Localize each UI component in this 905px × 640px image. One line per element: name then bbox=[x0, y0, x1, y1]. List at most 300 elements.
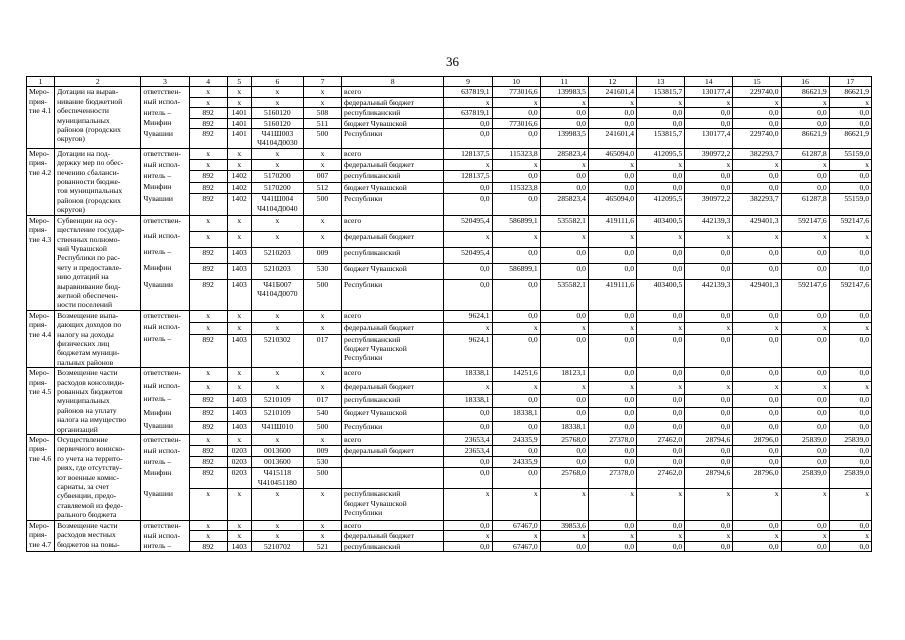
year-value: 0,0 bbox=[588, 108, 636, 118]
year-value: 9624,1 bbox=[444, 310, 492, 322]
section-code: x bbox=[227, 322, 251, 334]
column-number: 17 bbox=[829, 77, 871, 87]
grbs-code: 892 bbox=[189, 408, 227, 421]
cell-line: x bbox=[275, 310, 280, 320]
table-row bbox=[27, 520, 872, 530]
cell-line: федеральный бюджет bbox=[344, 231, 414, 241]
funding-source bbox=[342, 381, 444, 394]
table-row bbox=[27, 280, 872, 311]
cell-line: Меро- bbox=[29, 148, 50, 158]
year-value: 390972,2 bbox=[685, 148, 733, 159]
cell-line: Чувашии bbox=[143, 421, 173, 431]
funding-source bbox=[342, 171, 444, 182]
year-value: 86621,9 bbox=[781, 129, 829, 149]
table-row bbox=[27, 531, 872, 541]
year-value: 586899,1 bbox=[492, 215, 540, 231]
funding-source bbox=[342, 520, 444, 530]
table-row bbox=[27, 310, 872, 322]
year-value: 0,0 bbox=[588, 118, 636, 128]
year-value: 773016,6 bbox=[492, 87, 540, 97]
year-value: 0,0 bbox=[733, 446, 781, 457]
year-value: 592147,6 bbox=[829, 215, 871, 231]
responsible-executor bbox=[141, 334, 189, 368]
expense-type-code: 512 bbox=[303, 182, 341, 193]
grbs-code: 892 bbox=[189, 334, 227, 368]
table-row bbox=[27, 171, 872, 182]
expense-type-code: 500 bbox=[303, 280, 341, 311]
target-article-code bbox=[251, 520, 303, 530]
year-value: 419111,6 bbox=[588, 280, 636, 311]
section-code: 1402 bbox=[227, 171, 251, 182]
target-article-code bbox=[251, 215, 303, 231]
section-code: x bbox=[227, 368, 251, 381]
cell-line: ответствен- bbox=[143, 520, 181, 530]
cell-line: нитель – bbox=[143, 456, 172, 466]
funding-source bbox=[342, 263, 444, 279]
year-value: 0,0 bbox=[733, 247, 781, 263]
year-value: x bbox=[685, 97, 733, 107]
cell-line: ответствен- bbox=[143, 368, 181, 378]
year-value: 0,0 bbox=[444, 129, 492, 149]
funding-source bbox=[342, 489, 444, 520]
responsible-executor bbox=[141, 87, 189, 97]
year-value: 390972,2 bbox=[685, 194, 733, 216]
table-row bbox=[27, 421, 872, 434]
cell-line: Ч4104Д0030 bbox=[257, 138, 298, 148]
year-value: 128137,5 bbox=[444, 171, 492, 182]
cell-line: районов (городских bbox=[57, 125, 121, 135]
cell-line: ответствен- bbox=[143, 215, 181, 225]
responsible-executor bbox=[141, 457, 189, 468]
cell-line: x bbox=[275, 520, 280, 530]
expense-type-code: 500 bbox=[303, 129, 341, 149]
table-row bbox=[27, 263, 872, 279]
grbs-code: 892 bbox=[189, 194, 227, 216]
cell-line: рального бюджета bbox=[57, 510, 117, 520]
expense-type-code: 521 bbox=[303, 541, 341, 551]
funding-source bbox=[342, 194, 444, 216]
column-number: 13 bbox=[637, 77, 685, 87]
year-value: 0,0 bbox=[588, 446, 636, 457]
expense-type-code: 009 bbox=[303, 247, 341, 263]
cell-line: Республики по рас- bbox=[57, 253, 120, 263]
year-value: 0,0 bbox=[540, 334, 588, 368]
year-value: x bbox=[444, 381, 492, 394]
responsible-executor bbox=[141, 435, 189, 446]
year-value: x bbox=[637, 231, 685, 247]
column-number: 14 bbox=[685, 77, 733, 87]
year-value: 0,0 bbox=[444, 194, 492, 216]
target-article-code bbox=[251, 468, 303, 489]
year-value: 0,0 bbox=[829, 541, 871, 551]
expense-type-code: x bbox=[303, 160, 341, 171]
cell-line: рованности бюдже- bbox=[57, 177, 121, 187]
column-number: 1 bbox=[27, 77, 55, 87]
cell-line: Республики bbox=[344, 353, 383, 363]
responsible-executor bbox=[141, 408, 189, 421]
year-value: 0,0 bbox=[588, 368, 636, 381]
cell-line: всего bbox=[344, 310, 362, 320]
year-value: 0,0 bbox=[829, 334, 871, 368]
year-value: 465094,0 bbox=[588, 148, 636, 159]
column-number: 2 bbox=[55, 77, 141, 87]
responsible-executor bbox=[141, 280, 189, 311]
year-value: 0,0 bbox=[492, 421, 540, 434]
year-value: x bbox=[829, 97, 871, 107]
responsible-executor bbox=[141, 381, 189, 394]
table-row bbox=[27, 215, 872, 231]
cell-line: ответствен- bbox=[143, 310, 181, 320]
year-value: 0,0 bbox=[637, 541, 685, 551]
year-value: x bbox=[637, 489, 685, 520]
year-value: 27462,0 bbox=[637, 435, 685, 446]
year-value: 0,0 bbox=[444, 520, 492, 530]
grbs-code: 892 bbox=[189, 280, 227, 311]
expense-type-code: 530 bbox=[303, 457, 341, 468]
target-article-code bbox=[251, 182, 303, 193]
year-value: x bbox=[492, 489, 540, 520]
year-value: x bbox=[829, 531, 871, 541]
target-article-code bbox=[251, 231, 303, 247]
column-number: 12 bbox=[588, 77, 636, 87]
year-value: 0,0 bbox=[588, 457, 636, 468]
year-value: x bbox=[733, 489, 781, 520]
cell-line: Меро- bbox=[29, 368, 50, 378]
year-value: 0,0 bbox=[829, 520, 871, 530]
section-code: x bbox=[227, 215, 251, 231]
funding-source bbox=[342, 148, 444, 159]
cell-line: Меро- bbox=[29, 520, 50, 530]
year-value: 0,0 bbox=[781, 263, 829, 279]
section-code: x bbox=[227, 381, 251, 394]
cell-line: расходов консолиди- bbox=[57, 377, 125, 387]
cell-line: федеральный бюджет bbox=[344, 381, 414, 391]
year-value: 429401,3 bbox=[733, 280, 781, 311]
year-value: 139983,5 bbox=[540, 87, 588, 97]
measure-name bbox=[27, 520, 55, 551]
cell-line: республиканский bbox=[344, 394, 401, 404]
cell-line: 5170200 bbox=[264, 182, 291, 192]
year-value: 0,0 bbox=[588, 247, 636, 263]
table-row bbox=[27, 129, 872, 149]
year-value: 0,0 bbox=[829, 118, 871, 128]
cell-line: прия- bbox=[29, 320, 47, 330]
funding-source bbox=[342, 334, 444, 368]
cell-line: ществление государ- bbox=[57, 225, 125, 235]
expense-type-code: 530 bbox=[303, 263, 341, 279]
target-article-code bbox=[251, 247, 303, 263]
year-value: x bbox=[588, 531, 636, 541]
funding-source bbox=[342, 368, 444, 381]
year-value: 0,0 bbox=[685, 182, 733, 193]
grbs-code: x bbox=[189, 368, 227, 381]
expense-type-code: x bbox=[303, 148, 341, 159]
year-value: 0,0 bbox=[444, 541, 492, 551]
expense-type-code: x bbox=[303, 322, 341, 334]
section-code: 1403 bbox=[227, 247, 251, 263]
responsible-executor bbox=[141, 310, 189, 322]
section-code: 1403 bbox=[227, 334, 251, 368]
year-value: 24335,9 bbox=[492, 435, 540, 446]
grbs-code: x bbox=[189, 381, 227, 394]
cell-line: Ч410451180 bbox=[257, 477, 297, 487]
cell-line: Чувашии bbox=[143, 488, 173, 498]
table-row bbox=[27, 87, 872, 97]
year-value: x bbox=[685, 381, 733, 394]
year-value: x bbox=[637, 97, 685, 107]
cell-line: нитель – bbox=[143, 247, 172, 257]
cell-line: муниципальных bbox=[57, 115, 110, 125]
target-article-code bbox=[251, 446, 303, 457]
year-value: 0,0 bbox=[781, 541, 829, 551]
year-value: 9624,1 bbox=[444, 334, 492, 368]
target-article-code bbox=[251, 435, 303, 446]
expense-type-code: x bbox=[303, 520, 341, 530]
table-row bbox=[27, 148, 872, 159]
cell-line: Меро- bbox=[29, 310, 50, 320]
cell-line: 5210109 bbox=[264, 408, 291, 418]
cell-line: тие 4.5 bbox=[29, 387, 52, 396]
year-value: x bbox=[492, 381, 540, 394]
section-code: 1403 bbox=[227, 541, 251, 551]
year-value: 592147,6 bbox=[781, 280, 829, 311]
year-value: 0,0 bbox=[733, 368, 781, 381]
responsible-executor bbox=[141, 97, 189, 107]
year-value: x bbox=[685, 160, 733, 171]
year-value: 0,0 bbox=[637, 394, 685, 407]
year-value: 67467,0 bbox=[492, 541, 540, 551]
year-value: 25839,0 bbox=[829, 435, 871, 446]
target-article-code bbox=[251, 280, 303, 311]
cell-line: федеральный бюджет bbox=[344, 160, 414, 170]
cell-line: ный испол- bbox=[143, 322, 181, 332]
cell-line: республиканский bbox=[344, 108, 401, 118]
cell-line: x bbox=[275, 97, 280, 107]
cell-line: прия- bbox=[29, 444, 47, 454]
year-value: 0,0 bbox=[637, 310, 685, 322]
year-value: x bbox=[781, 160, 829, 171]
year-value: 0,0 bbox=[781, 108, 829, 118]
section-code: x bbox=[227, 531, 251, 541]
year-value: x bbox=[829, 160, 871, 171]
cell-line: нитель – bbox=[143, 394, 172, 404]
target-article-code bbox=[251, 87, 303, 97]
table-row bbox=[27, 435, 872, 446]
year-value: x bbox=[685, 322, 733, 334]
year-value: x bbox=[492, 531, 540, 541]
target-article-code bbox=[251, 334, 303, 368]
year-value: 535582,1 bbox=[540, 215, 588, 231]
table-row bbox=[27, 408, 872, 421]
table-row bbox=[27, 182, 872, 193]
cell-line: чету и предоставле- bbox=[57, 262, 122, 272]
grbs-code: 892 bbox=[189, 118, 227, 128]
funding-source bbox=[342, 541, 444, 551]
year-value: 229740,0 bbox=[733, 87, 781, 97]
cell-line: республиканский bbox=[344, 334, 401, 344]
cell-line: нию дотаций на bbox=[57, 272, 109, 282]
grbs-code: 892 bbox=[189, 457, 227, 468]
cell-line: тие 4.7 bbox=[29, 539, 52, 549]
year-value: 465094,0 bbox=[588, 194, 636, 216]
grbs-code: x bbox=[189, 435, 227, 446]
year-value: 0,0 bbox=[781, 408, 829, 421]
year-value: x bbox=[444, 97, 492, 107]
section-code: 1403 bbox=[227, 408, 251, 421]
year-value: 0,0 bbox=[733, 421, 781, 434]
expense-type-code: 508 bbox=[303, 108, 341, 118]
year-value: 0,0 bbox=[733, 182, 781, 193]
year-value: x bbox=[492, 97, 540, 107]
year-value: x bbox=[492, 322, 540, 334]
measure-name bbox=[27, 368, 55, 435]
year-value: 592147,6 bbox=[829, 280, 871, 311]
cell-line: тов муниципальных bbox=[57, 186, 123, 196]
year-value: 23653,4 bbox=[444, 446, 492, 457]
responsible-executor bbox=[141, 247, 189, 263]
measure-name bbox=[27, 310, 55, 367]
section-code: 1403 bbox=[227, 263, 251, 279]
cell-line: 5210702 bbox=[264, 541, 291, 551]
cell-line: ный испол- bbox=[143, 530, 181, 540]
year-value: 0,0 bbox=[781, 118, 829, 128]
cell-line: 0013600 bbox=[264, 457, 291, 467]
year-value: 0,0 bbox=[637, 108, 685, 118]
year-value: 86621,9 bbox=[829, 129, 871, 149]
cell-line: 5170200 bbox=[264, 171, 291, 181]
year-value: 139983,5 bbox=[540, 129, 588, 149]
expense-type-code: x bbox=[303, 368, 341, 381]
cell-line: x bbox=[275, 215, 280, 225]
measure-description bbox=[55, 435, 141, 521]
year-value: x bbox=[685, 489, 733, 520]
responsible-executor bbox=[141, 263, 189, 279]
grbs-code: x bbox=[189, 231, 227, 247]
cell-line: Меро- bbox=[29, 215, 50, 225]
section-code: x bbox=[227, 97, 251, 107]
cell-line: Ч41Ш003 bbox=[261, 129, 294, 139]
expense-type-code: 017 bbox=[303, 394, 341, 407]
year-value: 0,0 bbox=[540, 408, 588, 421]
year-value: x bbox=[685, 531, 733, 541]
cell-line: ный испол- bbox=[143, 97, 181, 107]
funding-source bbox=[342, 97, 444, 107]
year-value: 28794,6 bbox=[685, 468, 733, 489]
funding-source bbox=[342, 118, 444, 128]
cell-line: нивание бюджетной bbox=[57, 96, 123, 106]
funding-source bbox=[342, 468, 444, 489]
cell-line: ный испол- bbox=[143, 381, 181, 391]
year-value: x bbox=[540, 381, 588, 394]
cell-line: физических лиц bbox=[57, 338, 110, 348]
year-value: 25839,0 bbox=[781, 468, 829, 489]
year-value: 0,0 bbox=[588, 310, 636, 322]
column-number: 7 bbox=[303, 77, 341, 87]
cell-line: Возмещение выпа- bbox=[57, 310, 119, 320]
section-code: x bbox=[227, 489, 251, 520]
year-value: 0,0 bbox=[733, 334, 781, 368]
expense-type-code: 500 bbox=[303, 421, 341, 434]
year-value: 0,0 bbox=[781, 394, 829, 407]
cell-line: бюджет Чувашской bbox=[344, 408, 407, 418]
year-value: 27378,0 bbox=[588, 468, 636, 489]
cell-line: районов (городских bbox=[57, 195, 121, 205]
cell-line: Меро- bbox=[29, 435, 50, 445]
grbs-code: 892 bbox=[189, 446, 227, 457]
responsible-executor bbox=[141, 541, 189, 551]
cell-line: Ч415118 bbox=[263, 468, 292, 478]
cell-line: всего bbox=[344, 435, 362, 445]
year-value: 0,0 bbox=[781, 171, 829, 182]
year-value: 0,0 bbox=[588, 408, 636, 421]
cell-line: Ч4104Д0040 bbox=[257, 203, 298, 213]
cell-line: ный испол- bbox=[143, 445, 181, 455]
year-value: 0,0 bbox=[540, 171, 588, 182]
cell-line: федеральный бюджет bbox=[344, 322, 414, 332]
section-code: x bbox=[227, 148, 251, 159]
year-value: 28796,0 bbox=[733, 435, 781, 446]
year-value: 535582,1 bbox=[540, 280, 588, 311]
funding-source bbox=[342, 446, 444, 457]
cell-line: ный испол- bbox=[143, 231, 181, 241]
grbs-code: x bbox=[189, 531, 227, 541]
grbs-code: 892 bbox=[189, 421, 227, 434]
year-value: 0,0 bbox=[637, 182, 685, 193]
cell-line: республиканский bbox=[344, 247, 401, 257]
cell-line: ственных полномо- bbox=[57, 234, 121, 244]
year-value: 0,0 bbox=[444, 421, 492, 434]
cell-line: го учета на террито- bbox=[57, 453, 123, 463]
year-value: 0,0 bbox=[733, 118, 781, 128]
year-value: x bbox=[444, 489, 492, 520]
year-value: 0,0 bbox=[492, 108, 540, 118]
cell-line: тие 4.2 bbox=[29, 167, 52, 177]
target-article-code bbox=[251, 489, 303, 520]
year-value: 0,0 bbox=[685, 368, 733, 381]
cell-line: ный испол- bbox=[143, 159, 181, 169]
cell-line: тие 4.4 bbox=[29, 329, 52, 339]
year-value: 0,0 bbox=[492, 468, 540, 489]
responsible-executor bbox=[141, 118, 189, 128]
target-article-code bbox=[251, 531, 303, 541]
grbs-code: x bbox=[189, 97, 227, 107]
table-row bbox=[27, 108, 872, 118]
year-value: 0,0 bbox=[829, 247, 871, 263]
year-value: 0,0 bbox=[637, 408, 685, 421]
year-value: x bbox=[540, 531, 588, 541]
year-value: 115323,8 bbox=[492, 182, 540, 193]
section-code: 1402 bbox=[227, 182, 251, 193]
year-value: 28796,0 bbox=[733, 468, 781, 489]
cell-line: 5160120 bbox=[264, 118, 291, 128]
year-value: x bbox=[637, 381, 685, 394]
cell-line: бюджет Чувашской bbox=[344, 263, 407, 273]
cell-line: федеральный бюджет bbox=[344, 97, 414, 107]
cell-line: округов) bbox=[57, 205, 85, 215]
column-number: 16 bbox=[781, 77, 829, 87]
cell-line: 5210109 bbox=[264, 394, 291, 404]
year-value: 0,0 bbox=[829, 421, 871, 434]
cell-line: Республики bbox=[344, 194, 383, 204]
cell-line: республиканский bbox=[344, 171, 401, 181]
cell-line: рованных бюджетов bbox=[57, 387, 123, 396]
table-row bbox=[27, 97, 872, 107]
year-value: 412095,5 bbox=[637, 148, 685, 159]
cell-line: Минфин bbox=[143, 118, 172, 128]
year-value: 442139,3 bbox=[685, 215, 733, 231]
year-value: 0,0 bbox=[685, 421, 733, 434]
funding-source bbox=[342, 160, 444, 171]
